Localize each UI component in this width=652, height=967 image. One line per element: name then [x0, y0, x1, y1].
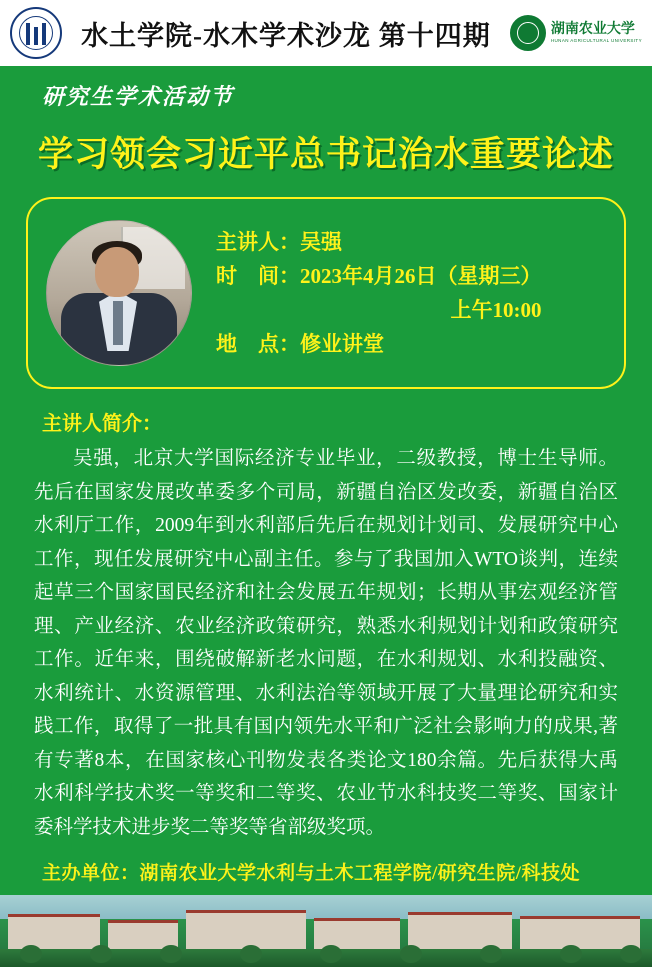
speaker-portrait — [46, 220, 192, 366]
event-info-box — [26, 197, 626, 389]
bio-text: 吴强，北京大学国际经济专业毕业，二级教授，博士生导师。先后在国家发展改革委多个司局，新疆自治区发改委，新疆自治区水利厅工作，2009年到水利部后先后在规划计划司、发展研究中心工作，现任发展研究中心副主任。参与了我国加入WTO谈判，连续起草三个国家国民经济和社会发展五年规划；长期从事宏观经济管理、产业经济、农业经济政策研究，熟悉水利规划计划和政策研究工作。近年来，围绕破解新老水问题，在水利规划、水利投融资、水利统计、水资源管理、水利法治等领域开展了大量理论研究和实践工作，取得了一批具有国内领先水平和广泛社会影响力的成果,著有专著8本，在国家核心刊物发表各类论文180余篇。先后获得大禹水利科学技术奖一等奖和二等奖、农业节水科技奖二等奖、国家计委科学技术进步奖二等奖等省部级奖项。 — [34, 448, 618, 838]
header-title: 水土学院-水木学术沙龙 第十四期 — [81, 20, 491, 51]
poster-header — [0, 0, 652, 66]
event-info-lines — [216, 225, 542, 361]
hnau-logo-cn: 湖南农业大学 — [550, 21, 635, 37]
speaker-line: 主讲人：吴强 — [216, 229, 342, 254]
hnau-badge-icon — [510, 15, 546, 51]
hnau-logo-en: HUNAN AGRICULTURAL UNIVERSITY — [550, 38, 642, 44]
bio-heading: 主讲人简介： — [42, 413, 162, 435]
organizer-line: 主办单位：湖南农业大学水利与土木工程学院/研究生院/科技处 — [42, 863, 581, 884]
page-title: 学习领会习近平总书记治水重要论述 — [37, 135, 614, 174]
university-seal-icon — [10, 7, 62, 59]
subtitle-label: 研究生学术活动节 — [42, 84, 235, 109]
time-line-2: 上午10:00 — [450, 298, 542, 322]
campus-photo-strip — [0, 895, 652, 967]
place-line: 地 点：修业讲堂 — [216, 332, 384, 357]
time-line: 时 间：2023年4月26日（星期三） — [216, 263, 542, 288]
hnau-logo — [510, 15, 642, 51]
